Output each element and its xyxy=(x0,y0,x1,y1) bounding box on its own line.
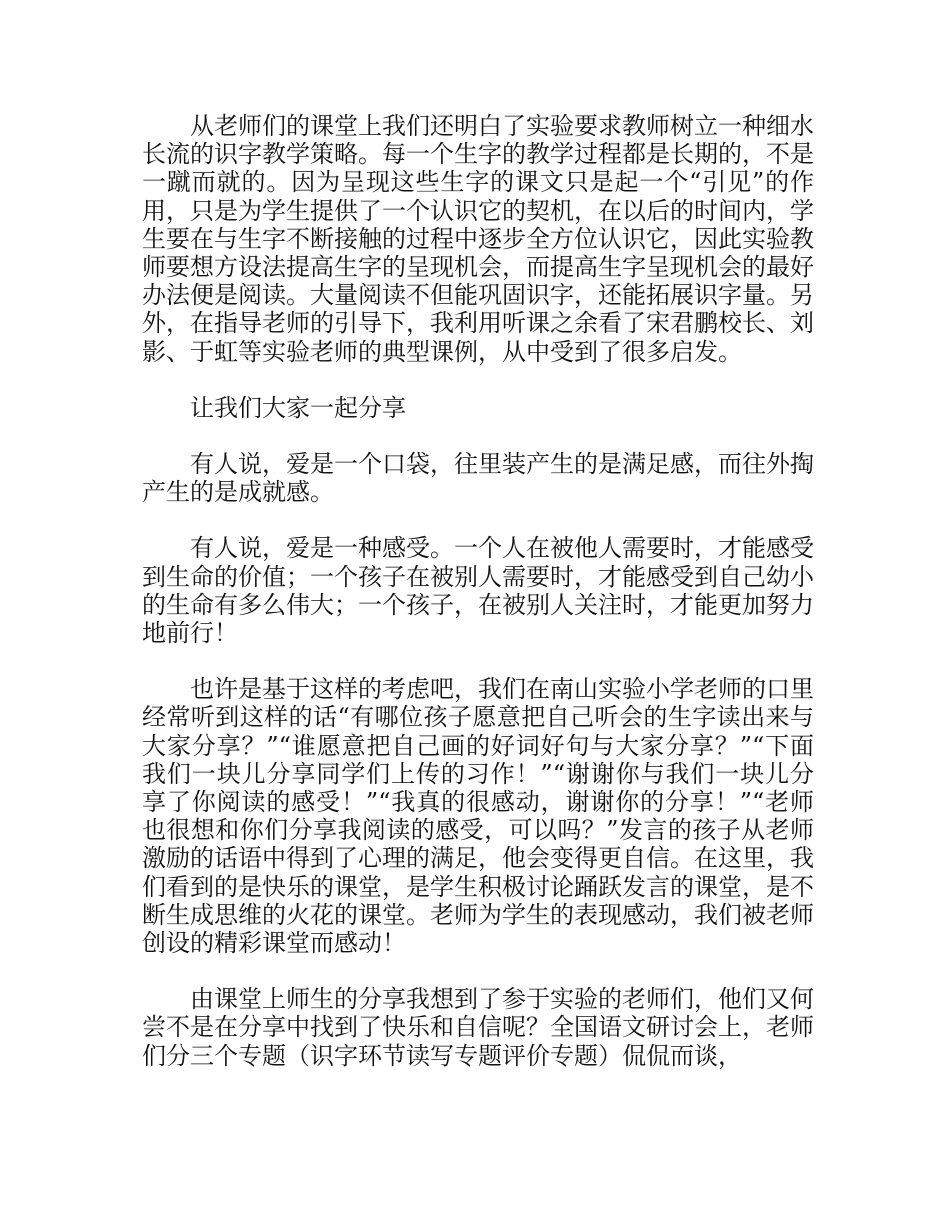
document-page xyxy=(142,112,814,1098)
paragraph-teachers-sharing: 由课堂上师生的分享我想到了参于实验的老师们，他们又何尝不是在分享中找到了快乐和自信呢？全国语文研讨会上，老师们分三个专题（识字环节读写专题评价专题）侃侃而谈， xyxy=(142,985,814,1070)
section-heading-sharing: 让我们大家一起分享 xyxy=(190,393,406,422)
paragraph-love-pocket: 有人说，爱是一个口袋，往里装产生的是满足感，而往外掏产生的是成就感。 xyxy=(142,450,814,507)
paragraph-love-feeling: 有人说，爱是一种感受。一个人在被他人需要时，才能感受到生命的价值；一个孩子在被别人需要时，才能感受到自己幼小的生命有多么伟大；一个孩子，在被别人关注时，才能更加努力地前行！ xyxy=(142,534,814,648)
paragraph-literacy-strategy: 从老师们的课堂上我们还明白了实验要求教师树立一种细水长流的识字教学策略。每一个生字的教学过程都是长期的，不是一蹴而就的。因为呈现这些生字的课文只是起一个“引见”的作用，只是为学生提供了一个认识它的契机，在以后的时间内，学生要在与生字不断接触的过程中逐步全方位认识它，因此实验教师要想方设法提高生字的呈现机会，而提高生字呈现机会的最好办法便是阅读。大量阅读不但能巩固识字，还能拓展识字量。另外，在指导老师的引导下，我利用听课之余看了宋君鹏校长、刘影、于虹等实验老师的典型课例，从中受到了很多启发。 xyxy=(142,112,814,366)
paragraph-classroom-sharing: 也许是基于这样的考虑吧，我们在南山实验小学老师的口里经常听到这样的话“有哪位孩子愿意把自己听会的生字读出来与大家分享？”“谁愿意把自己画的好词好句与大家分享？”“下面我们一块儿分享同学们上传的习作！”“谢谢你与我们一块儿分享了你阅读的感受！”“我真的很感动，谢谢你的分享！”“老师也很想和你们分享我阅读的感受，可以吗？”发言的孩子从老师激励的话语中得到了心理的满足，他会变得更自信。在这里，我们看到的是快乐的课堂，是学生积极讨论踊跃发言的课堂，是不断生成思维的火花的课堂。老师为学生的表现感动，我们被老师创设的精彩课堂而感动！ xyxy=(142,675,814,958)
